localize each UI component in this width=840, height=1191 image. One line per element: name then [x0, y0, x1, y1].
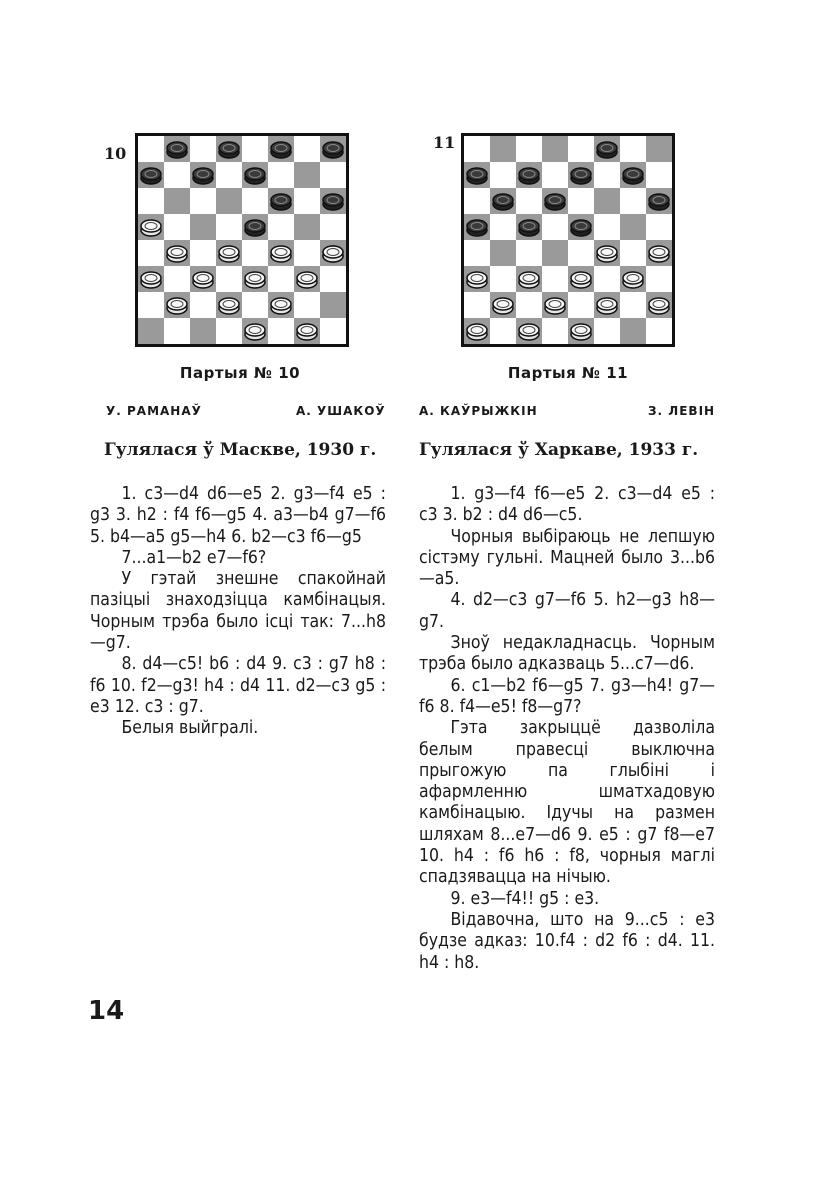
light-square	[294, 136, 320, 162]
light-square	[542, 266, 568, 292]
white-checker	[297, 324, 317, 340]
right-paragraph-8: Відавочна, што на 9...c5 : e3 будзе адказ: 10.f4 : d2 f6 : d4. 11. h4 : h8.	[419, 909, 715, 973]
light-square	[516, 136, 542, 162]
white-checker	[245, 324, 265, 340]
light-square	[268, 266, 294, 292]
right-paragraph-4: Зноў недакладнасць. Чорным трэба было адказваць 5...c7—d6.	[419, 633, 715, 675]
dark-square	[594, 188, 620, 214]
light-square	[320, 214, 346, 240]
dark-square	[490, 240, 516, 266]
light-square	[516, 188, 542, 214]
light-square	[516, 292, 542, 318]
right-paragraph-2: Чорныя выбіраюць не лепшую сістэму гульні. Мацней было 3...b6—a5.	[419, 526, 715, 590]
light-square	[164, 162, 190, 188]
light-square	[542, 214, 568, 240]
black-checker	[271, 194, 291, 210]
right-column	[419, 484, 715, 974]
light-square	[242, 188, 268, 214]
white-checker	[597, 298, 617, 314]
white-checker	[245, 272, 265, 288]
board-10-svg	[138, 136, 346, 344]
white-checker	[545, 298, 565, 314]
light-square	[242, 240, 268, 266]
dark-square	[164, 188, 190, 214]
light-square	[464, 188, 490, 214]
light-square	[464, 136, 490, 162]
diagram-number-11: 11	[433, 133, 456, 152]
checkers-board-10	[135, 133, 349, 347]
left-paragraph-2: 7...a1—b2 e7—f6?	[121, 547, 267, 568]
light-square	[268, 214, 294, 240]
black-checker	[219, 142, 239, 158]
venue-10: Гулялася ў Маскве, 1930 г.	[104, 440, 377, 460]
black-checker	[519, 220, 539, 236]
light-square	[568, 188, 594, 214]
light-square	[646, 318, 672, 344]
venue-11: Гулялася ў Харкаве, 1933 г.	[419, 440, 699, 460]
black-checker	[245, 220, 265, 236]
white-checker	[141, 272, 161, 288]
black-checker	[323, 142, 343, 158]
white-checker	[649, 246, 669, 262]
black-checker	[649, 194, 669, 210]
light-square	[646, 266, 672, 292]
white-checker	[167, 298, 187, 314]
light-square	[190, 240, 216, 266]
white-checker	[219, 246, 239, 262]
light-square	[164, 318, 190, 344]
white-checker	[167, 246, 187, 262]
light-square	[320, 318, 346, 344]
light-square	[294, 292, 320, 318]
light-square	[568, 240, 594, 266]
light-square	[216, 266, 242, 292]
light-square	[620, 188, 646, 214]
white-checker	[271, 298, 291, 314]
light-square	[190, 136, 216, 162]
light-square	[164, 214, 190, 240]
page-number: 14	[88, 996, 125, 1026]
white-checker	[493, 298, 513, 314]
dark-square	[320, 292, 346, 318]
white-checker	[467, 272, 487, 288]
black-player-11: З. ЛЕВІН	[648, 404, 716, 418]
black-checker	[571, 168, 591, 184]
game-title-11: Партыя № 11	[507, 364, 629, 382]
white-checker	[193, 272, 213, 288]
light-square	[568, 136, 594, 162]
black-checker	[467, 168, 487, 184]
black-checker	[519, 168, 539, 184]
black-checker	[271, 142, 291, 158]
light-square	[294, 240, 320, 266]
dark-square	[190, 214, 216, 240]
light-square	[490, 318, 516, 344]
dark-square	[138, 318, 164, 344]
light-square	[138, 136, 164, 162]
light-square	[568, 292, 594, 318]
black-checker	[141, 168, 161, 184]
white-checker	[571, 272, 591, 288]
black-checker	[193, 168, 213, 184]
light-square	[216, 214, 242, 240]
left-paragraph-1: 1. c3—d4 d6—e5 2. g3—f4 e5 : g3 3. h2 : f4 f6—g5 4. a3—b4 g7—f6 5. b4—a5 g5—h4 6. b2—c3 f6—g5	[90, 484, 386, 547]
white-checker	[467, 324, 487, 340]
white-checker	[271, 246, 291, 262]
dark-square	[294, 162, 320, 188]
right-paragraph-1: 1. g3—f4 f6—e5 2. c3—d4 e5 : c3 3. b2 : d4 d6—c5.	[419, 484, 715, 526]
black-checker	[571, 220, 591, 236]
left-paragraph-3: У гэтай знешне спакойнай пазіцыі знаходзіцца камбінацыя. Чорным трэба было ісці так: 7...h8—g7.	[90, 569, 386, 654]
black-checker	[467, 220, 487, 236]
light-square	[594, 162, 620, 188]
white-checker	[141, 220, 161, 236]
black-checker	[493, 194, 513, 210]
light-square	[294, 188, 320, 214]
diagram-number-10: 10	[104, 144, 127, 163]
light-square	[138, 188, 164, 214]
light-square	[542, 162, 568, 188]
left-paragraph-5: Белыя выйгралі.	[121, 718, 259, 739]
white-checker	[571, 324, 591, 340]
light-square	[490, 162, 516, 188]
dark-square	[542, 136, 568, 162]
light-square	[490, 266, 516, 292]
white-checker	[597, 246, 617, 262]
white-checker	[323, 246, 343, 262]
light-square	[164, 266, 190, 292]
dark-square	[190, 318, 216, 344]
light-square	[594, 318, 620, 344]
light-square	[268, 162, 294, 188]
checkers-board-11	[461, 133, 675, 347]
left-paragraph-4: 8. d4—c5! b6 : d4 9. c3 : g7 h8 : f6 10. f2—g3! h4 : d4 11. d2—c3 g5 : e3 12. c3 : g7.	[90, 654, 386, 717]
board-11-svg	[464, 136, 672, 344]
black-checker	[167, 142, 187, 158]
dark-square	[620, 214, 646, 240]
black-checker	[623, 168, 643, 184]
light-square	[620, 136, 646, 162]
dark-square	[490, 136, 516, 162]
left-column	[90, 484, 386, 740]
light-square	[320, 266, 346, 292]
right-paragraph-3: 4. d2—c3 g7—f6 5. h2—g3 h8—g7.	[419, 590, 715, 632]
dark-square	[542, 240, 568, 266]
black-checker	[545, 194, 565, 210]
game-title-10: Партыя № 10	[179, 364, 301, 382]
light-square	[542, 318, 568, 344]
light-square	[190, 188, 216, 214]
dark-square	[620, 318, 646, 344]
light-square	[242, 292, 268, 318]
white-player-11: А. КАЎРЫЖКІН	[419, 404, 538, 418]
black-checker	[245, 168, 265, 184]
light-square	[594, 214, 620, 240]
light-square	[594, 266, 620, 292]
white-checker	[519, 272, 539, 288]
light-square	[646, 162, 672, 188]
white-checker	[649, 298, 669, 314]
light-square	[490, 214, 516, 240]
black-checker	[597, 142, 617, 158]
light-square	[516, 240, 542, 266]
right-paragraph-7: 9. e3—f4!! g5 : e3.	[450, 888, 600, 909]
white-checker	[519, 324, 539, 340]
light-square	[646, 214, 672, 240]
dark-square	[646, 136, 672, 162]
light-square	[242, 136, 268, 162]
light-square	[216, 318, 242, 344]
white-checker	[219, 298, 239, 314]
white-checker	[623, 272, 643, 288]
right-paragraph-6: Гэта закрыццё дазволіла белым правесці выключна прыгожую па глыбіні і афармленню шматхадовую камбінацыю. Ідучы на размен шляхам 8...e7—d6 9. e5 : g7 f8—e7 10. h4 : f6 h6 : f8, чорныя маглі спадзявацца на нічыю.	[419, 718, 715, 888]
white-checker	[297, 272, 317, 288]
light-square	[138, 292, 164, 318]
light-square	[190, 292, 216, 318]
dark-square	[294, 214, 320, 240]
black-player-10: А. УШАКОЎ	[296, 404, 386, 418]
light-square	[138, 240, 164, 266]
right-paragraph-5: 6. c1—b2 f6—g5 7. g3—h4! g7—f6 8. f4—e5! f8—g7?	[419, 675, 715, 717]
light-square	[464, 240, 490, 266]
light-square	[464, 292, 490, 318]
dark-square	[216, 188, 242, 214]
white-player-10: У. РАМАНАЎ	[106, 404, 202, 418]
light-square	[268, 318, 294, 344]
light-square	[620, 240, 646, 266]
light-square	[620, 292, 646, 318]
light-square	[216, 162, 242, 188]
light-square	[320, 162, 346, 188]
black-checker	[323, 194, 343, 210]
